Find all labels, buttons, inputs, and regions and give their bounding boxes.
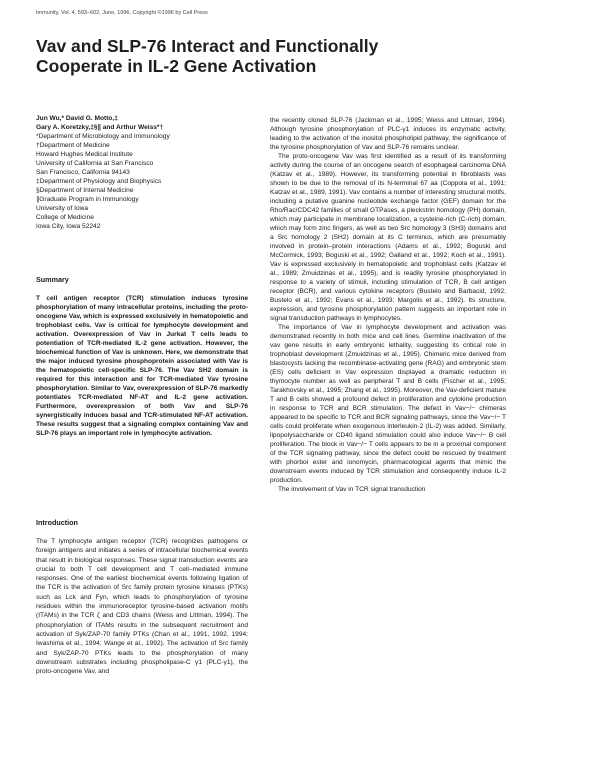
affiliation: ∥Graduate Program in Immunology	[36, 196, 139, 203]
paragraph: The proto-oncogene Vav was first identified as a result of its transforming activity during the course of an oncogene search of esophageal carcinoma DNA (Katzav et al., 1989). However, its transforming potential in fibroblasts was shown to be due to the removal of its N-terminal 67 aa (Coppola et al., 1991; Katzav et al., 1989, 1991). Vav contains a number of interesting structural motifs, including a putative guanine nucleotide exchange factor (GEF) domain for the Rho/Rac/CDC42 families of small GTPases, a pleckstrin homology (PH) domain, which may participate in membrane localization, a cysteine-rich (C-rich) domain, which may form zinc fingers, as well as two Src homology 3 (SH3) domains and a Src homology 2 (SH2) domain at its C terminus, which are presumably involved in protein–protein interactions (Adams et al., 1992; Boguski and McCormick, 1993; Boguski et al., 1992; Galland et al., 1992; Koch et al., 1991). Vav is expressed exclusively in hematopoietic and trophoblast cells (Katzav et al., 1989; Zmuidzinas et al., 1995), and is readily tyrosine phosphorylated in response to a variety of stimuli, including stimulation of TCR, B cell antigen receptor (BCR), and various cytokine receptors (Bustelo and Barbacid, 1992; Bustelo et al., 1992; Evans et al., 1993; Margolis et al., 1992). Its structure, expression, and tyrosine phosphorylation pattern suggests an important role in signal transduction pathways in lymphocytes.	[270, 153, 506, 322]
introduction-heading: Introduction	[36, 518, 78, 527]
summary-text: T cell antigen receptor (TCR) stimulation induces tyrosine phosphorylation of many intracellular proteins, including the proto-oncogene Vav, which is expressed exclusively in hematopoietic and trophoblast cells. Vav is critical for lymphocyte development and activation. Overexpression of Vav in Jurkat T cells leads to potentiation of TCR-mediated IL-2 gene activation. However, the biochemical function of Vav is unknown. Here, we demonstrate that the major induced tyrosine phosphoprotein associated with Vav is the hematopoietic cell-specific SLP-76. The Vav SH2 domain is required for this interaction and for TCR-mediated Vav tyrosine phosphorylation. Similar to Vav, overexpression of SLP-76 markedly potentiates TCR-mediated NF-AT and IL-2 gene activation. Furthermore, overexpression of both Vav and SLP-76 synergistically induces basal and TCR-stimulated NF-AT activation. These results suggest that a signaling complex containing Vav and SLP-76 plays an important role in lymphocyte activation.	[36, 295, 248, 437]
title-line: Vav and SLP-76 Interact and Functionally	[36, 36, 379, 56]
paragraph: The involvement of Vav in TCR signal transduction	[278, 486, 426, 493]
affiliation: Iowa City, Iowa 52242	[36, 223, 101, 230]
affiliation: ‡Department of Physiology and Biophysics	[36, 178, 162, 185]
title-line: Cooperate in IL-2 Gene Activation	[36, 56, 317, 76]
article-title	[36, 36, 556, 76]
author-block	[36, 114, 270, 231]
affiliation: University of California at San Francisco	[36, 160, 154, 167]
affiliation: San Francisco, California 94143	[36, 169, 130, 176]
affiliation: †Department of Medicine	[36, 142, 110, 149]
introduction-text: The T lymphocyte antigen receptor (TCR) recognizes pathogens or foreign antigens and initiates a series of intracellular biochemical events that result in biological responses. These signal transduction events are crucial to both T cell development and T cell–mediated immune responses. One of the earliest biochemical events following ligation of the TCR is the activation of Src family protein tyrosine kinases (PTKs) such as Lck and Fyn, which leads to phosphorylation of tyrosine residues within the immunoreceptor tyrosine-based activation motifs (ITAMs) in the TCR ζ and CD3 chains (Weiss and Littman, 1994). The phosphorylation of ITAMs results in the subsequent recruitment and activation of Syk/ZAP-70 family PTKs (Chan et al., 1991, 1992, 1994; Iwashima et al., 1994; Wange et al., 1992). The activation of Src family and Syk/ZAP-70 PTKs leads to the phosphorylation of many downstream substrates including phospholipase-C γ1 (PLC-γ1), the proto-oncogene Vav, and	[36, 538, 248, 676]
right-column	[270, 116, 506, 494]
affiliation: College of Medicine	[36, 214, 94, 221]
affiliation: §Department of Internal Medicine	[36, 187, 134, 194]
affiliation: Howard Hughes Medical Institute	[36, 151, 133, 158]
summary-heading: Summary	[36, 275, 69, 284]
paragraph: the recently cloned SLP-76 (Jackman et al., 1995; Weiss and Littman, 1994). Although tyrosine phosphorylation of PLC-γ1 induces its enzymatic activity, leading to the activation of the inositol phospholipid pathway, the significance of the tyrosine phosphorylation of Vav and SLP-76 remains unclear.	[270, 117, 506, 151]
journal-header: Immunity, Vol. 4, 593–602, June, 1996, Copyright ©1996 by Cell Press	[36, 10, 208, 16]
affiliation: University of Iowa	[36, 205, 89, 212]
author-names-line: Gary A. Koretzky,‡§∥ and Arthur Weiss*†	[36, 124, 164, 131]
affiliation: *Department of Microbiology and Immunology	[36, 133, 170, 140]
author-names-line: Jun Wu,* David G. Motto,‡	[36, 115, 118, 122]
paragraph: The importance of Vav in lymphocyte development and activation was demonstrated recently in both mice and cell lines. Germline inactivation of the vav gene results in early embryonic lethality, suggesting its critical role in trophoblast development (Zmuidzinas et al., 1995). Chimeric mice derived from blastocysts lacking the recombinase-activating gene (RAG) and embryonic stem (ES) cells deficient in Vav expression displayed a dramatic reduction in thymocyte number as well as peripheral T and B cells (Fischer et al., 1995; Tarakhovsky et al., 1995; Zhang et al., 1995). Moreover, the Vav-deficient mature T and B cells showed a profound defect in proliferation and cytokine production in response to TCR and BCR stimulation. The defect in Vav−/− chimeras appeared to be specific to TCR and BCR signaling pathways, since the Vav−/− T cells could proliferate when exogenous interleukin-2 (IL-2) was added. Similarly, lipopolysaccharide or CD40 ligand stimulation could also induce Vav−/− B cell proliferation. The block in Vav−/− T cells appears to be in a proximal component of the TCR signaling pathway, since the defect could be rescued by treatment with phorbol ester and ionomycin, pharmacological agents that mimic the downstream events induced by TCR stimulation and consequently induce IL-2 production.	[270, 324, 506, 484]
